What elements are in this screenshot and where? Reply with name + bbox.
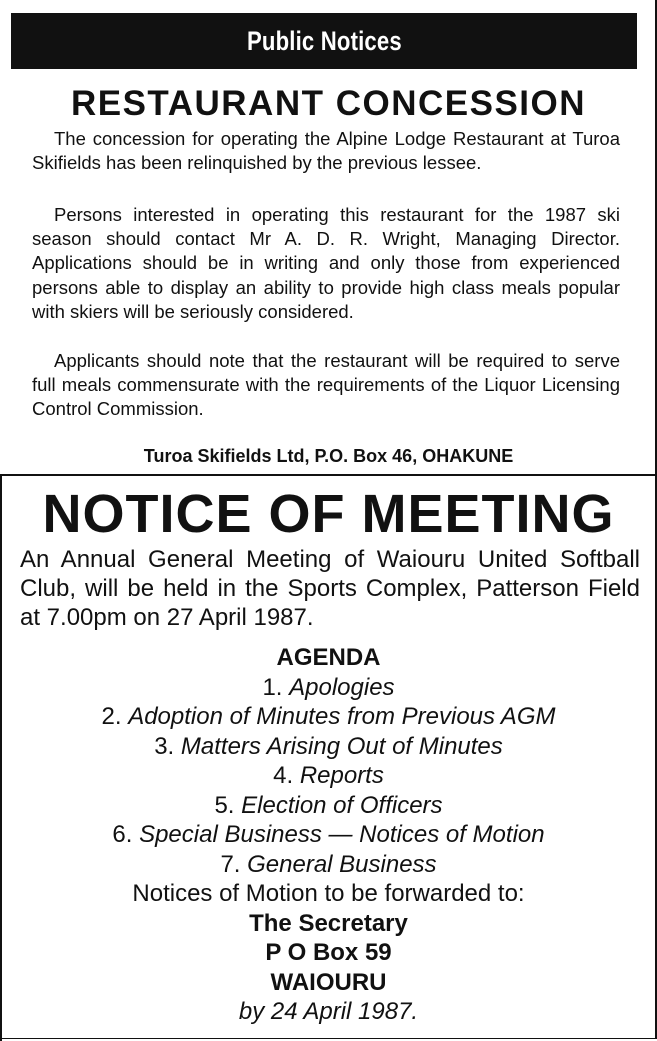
restaurant-notice-body-2 bbox=[32, 203, 620, 324]
restaurant-notice-body-3 bbox=[32, 349, 620, 422]
restaurant-paragraph-3: Applicants should note that the restaurant will be required to serve full meals commensurate with the requirements of the Liquor Licensing Control Commission. bbox=[32, 350, 620, 420]
agenda-item-text: Reports bbox=[299, 762, 384, 789]
address-line-recipient: The Secretary bbox=[249, 909, 408, 937]
deadline-note: by 24 April 1987. bbox=[238, 998, 419, 1025]
agenda-item-text: Election of Officers bbox=[241, 791, 443, 819]
restaurant-paragraph-1: The concession for operating the Alpine Lodge Restaurant at Turoa Skifields has been relinquished by the previous lessee. bbox=[32, 128, 620, 174]
agenda-item bbox=[0, 791, 657, 821]
agenda-item-number: 2. bbox=[101, 703, 122, 730]
restaurant-signature: Turoa Skifields Ltd, P.O. Box 46, OHAKUNE bbox=[143, 446, 514, 466]
agenda-item-text: Apologies bbox=[289, 673, 395, 701]
forward-note: Notices of Motion to be forwarded to: bbox=[132, 880, 525, 907]
agenda-item-number: 4. bbox=[273, 762, 294, 789]
restaurant-notice-body bbox=[32, 127, 620, 175]
agenda-item bbox=[0, 820, 657, 850]
restaurant-notice-title: RESTAURANT CONCESSION bbox=[70, 84, 587, 123]
agenda-item bbox=[0, 702, 657, 732]
notice-divider bbox=[0, 474, 655, 476]
agenda-item bbox=[0, 732, 657, 762]
meeting-notice-title: NOTICE OF MEETING bbox=[42, 484, 615, 544]
agenda-item-text: Matters Arising Out of Minutes bbox=[180, 732, 503, 760]
address-line-box: P O Box 59 bbox=[265, 939, 392, 966]
address-line-town: WAIOURU bbox=[270, 968, 387, 996]
agenda-item bbox=[0, 850, 657, 880]
agenda-item-text: General Business bbox=[247, 850, 437, 878]
section-header-title: Public Notices bbox=[246, 25, 402, 56]
section-header-bar bbox=[11, 13, 637, 69]
meeting-intro: An Annual General Meeting of Waiouru United Softball Club, will be held in the Sports Complex, Patterson Field at 7.00pm on 27 April 1987. bbox=[20, 546, 640, 631]
agenda-item-number: 7. bbox=[220, 850, 241, 878]
agenda-item-number: 1. bbox=[262, 673, 283, 701]
restaurant-paragraph-2: Persons interested in operating this restaurant for the 1987 ski season should contact Mr A. D. R. Wright, Managing Director. Applications should be in writing and only those from experienced persons able to display an ability to provide high class meals popular with skiers will be seriously considered. bbox=[32, 204, 620, 322]
agenda-item bbox=[0, 761, 657, 791]
agenda-item-number: 3. bbox=[154, 732, 175, 760]
agenda-heading: AGENDA bbox=[276, 644, 381, 671]
agenda-item-text: Special Business — Notices of Motion bbox=[139, 821, 545, 848]
agenda-item bbox=[0, 673, 657, 703]
agenda-item-text: Adoption of Minutes from Previous AGM bbox=[128, 703, 556, 730]
agenda-item-number: 5. bbox=[214, 791, 235, 819]
agenda-item-number: 6. bbox=[112, 821, 133, 848]
agenda-section bbox=[0, 643, 657, 1027]
